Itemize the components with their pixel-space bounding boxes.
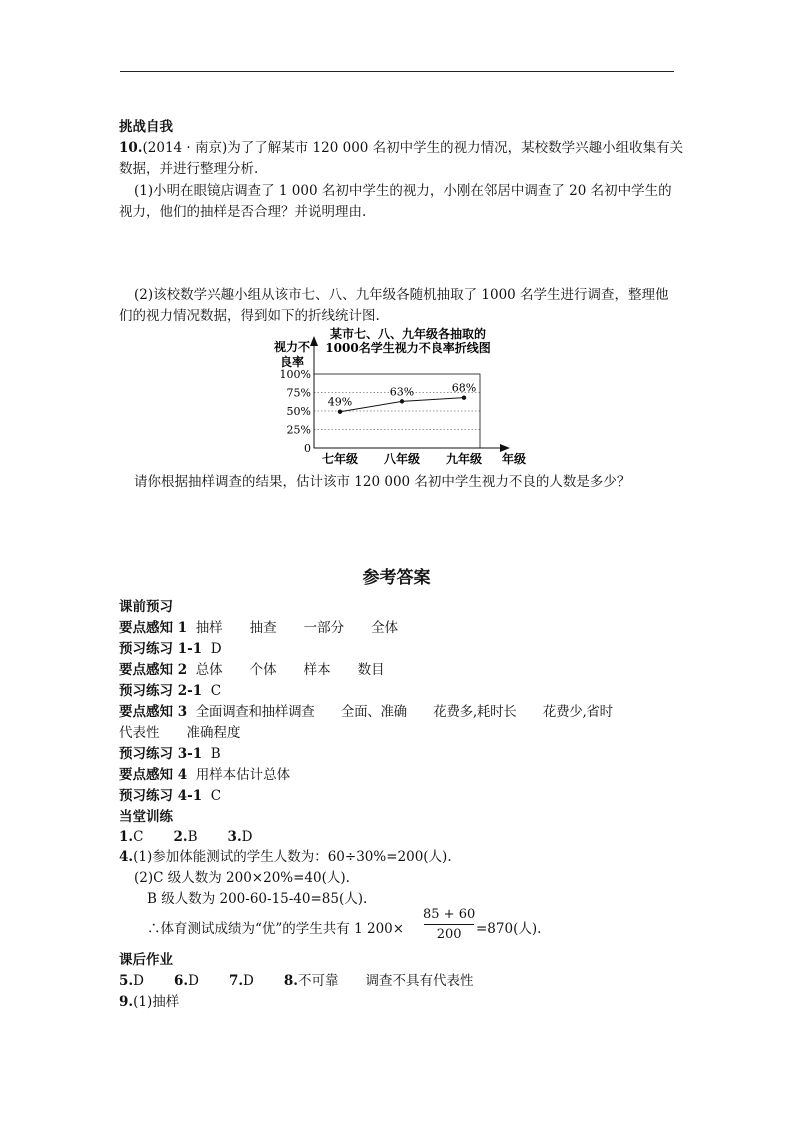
data-label: 68% <box>451 381 477 395</box>
y-axis-label-line2: 良率 <box>280 355 305 369</box>
answer-label: 要点感知 3 <box>119 704 188 720</box>
data-label: 49% <box>327 395 353 409</box>
q4-line3: B 级人数为 200-60-15-40=85(人). <box>147 891 368 907</box>
q4-number: 4. <box>119 849 134 865</box>
answer-text: D <box>210 641 222 657</box>
data-point <box>462 395 466 399</box>
answer-label: 预习练习 1-1 <box>119 641 203 657</box>
answer-k3-continued: 代表性 准确程度 <box>119 725 241 741</box>
y-tick-label: 100% <box>279 368 311 381</box>
x-axis-label: 年级 <box>502 452 527 466</box>
answer-number: 2. <box>173 829 188 845</box>
answer-text: 抽样 抽查 一部分 全体 <box>195 620 399 636</box>
y-axis-arrow <box>310 336 318 346</box>
q4-line4-post: =870(人). <box>476 921 542 937</box>
answer-k2 <box>119 661 385 679</box>
q10-intro-line1 <box>119 139 683 157</box>
q4-line4-pre: ∴体育测试成绩为“优”的学生共有 1 200× <box>147 921 405 937</box>
answer-k1 <box>119 619 398 637</box>
q10-intro-line2: 数据，并进行整理分析. <box>119 161 259 177</box>
answer-e31 <box>119 745 221 763</box>
answer-label: 预习练习 3-1 <box>119 746 203 762</box>
data-point <box>338 410 342 414</box>
answer-text: 用样本估计总体 <box>195 767 291 783</box>
q10-question: 请你根据抽样调查的结果，估计该市 120 000 名初中学生视力不良的人数是多少？ <box>134 474 631 490</box>
x-axis-arrow <box>500 444 510 452</box>
line-chart <box>268 324 528 469</box>
homework-answers <box>119 972 474 990</box>
answer-value: D <box>188 973 199 989</box>
answer-value: D <box>243 973 254 989</box>
q4-line1 <box>119 848 452 866</box>
pre-class-heading: 课前预习 <box>119 599 173 615</box>
chart-title-line2: 1000名学生视力不良率折线图 <box>325 341 491 355</box>
answer-number: 3. <box>227 829 242 845</box>
answer-text: B <box>210 746 221 762</box>
fraction-bar <box>424 924 474 925</box>
in-class-answers <box>119 828 252 846</box>
y-tick-labels <box>280 368 311 455</box>
answer-label: 预习练习 2-1 <box>119 683 203 699</box>
answer-number: 7. <box>228 973 244 989</box>
y-tick-label: 25% <box>286 423 311 437</box>
answer-label: 要点感知 2 <box>119 662 188 678</box>
q10-intro-text: (2014 · 南京)为了了解某市 120 000 名初中学生的视力情况，某校数学兴趣小组收集有关 <box>142 140 684 156</box>
series-line <box>328 382 476 414</box>
header-rule <box>120 71 674 72</box>
answer-value: D <box>133 973 144 989</box>
answer-text: C <box>210 788 222 804</box>
q4-line2: (2)C 级人数为 200×20%=40(人). <box>134 870 350 886</box>
section-title: 挑战自我 <box>119 119 173 135</box>
answer-k3 <box>119 703 613 721</box>
x-category-labels <box>322 451 482 466</box>
answer-value: B <box>187 829 198 845</box>
q10-part2-line2: 们的视力情况数据，得到如下的折线统计图. <box>119 308 380 324</box>
q10-part1-line1: (1)小明在眼镜店调查了 1 000 名初中学生的视力，小刚在邻居中调查了 20 名初中学生的 <box>134 183 672 199</box>
q10-number: 10. <box>119 140 143 156</box>
in-class-heading: 当堂训练 <box>119 809 173 825</box>
y-tick-label: 75% <box>286 386 311 400</box>
answer-value: 不可靠 调查不具有代表性 <box>298 973 474 989</box>
answer-number: 5. <box>119 973 134 989</box>
answer-label: 预习练习 4-1 <box>119 788 203 804</box>
q9-text: (1)抽样 <box>133 994 180 1010</box>
answer-number: 1. <box>119 829 134 845</box>
answer-e11 <box>119 640 222 658</box>
fraction-denominator: 200 <box>436 927 462 942</box>
answer-value: D <box>241 829 253 845</box>
after-class-heading: 课后作业 <box>119 952 173 968</box>
q9-number: 9. <box>119 994 134 1010</box>
answer-e21 <box>119 682 221 700</box>
answer-text: 总体 个体 样本 数目 <box>195 662 385 678</box>
answer-label: 要点感知 4 <box>119 767 188 783</box>
q4-text: (1)参加体能测试的学生人数为：60÷30%=200(人). <box>133 849 452 865</box>
answer-value: C <box>133 829 144 845</box>
answer-text: C <box>210 683 222 699</box>
data-point <box>400 399 404 403</box>
x-category-label: 九年级 <box>445 452 483 466</box>
data-label: 63% <box>389 385 415 399</box>
q9-line <box>119 993 179 1011</box>
answer-label: 要点感知 1 <box>119 620 188 636</box>
answer-number: 6. <box>173 973 189 989</box>
y-tick-label: 50% <box>286 405 311 418</box>
q10-part1-line2: 视力，他们的抽样是否合理？并说明理由. <box>119 204 367 220</box>
chart-title-line1: 某市七、八、九年级各抽取的 <box>329 327 487 341</box>
answer-e41 <box>119 787 221 805</box>
q10-part2-line1: (2)该校数学兴趣小组从该市七、八、九年级各随机抽取了 1000 名学生进行调查，整理他 <box>134 287 669 303</box>
x-category-label: 七年级 <box>321 452 359 466</box>
answer-text: 全面调查和抽样调查 全面、准确 花费多,耗时长 花费少,省时 <box>195 704 613 720</box>
x-category-label: 八年级 <box>383 452 421 466</box>
fraction-numerator: 85 + 60 <box>423 907 476 922</box>
y-axis-label-line1: 视力不 <box>274 340 311 354</box>
q4-fraction <box>423 907 475 942</box>
y-tick-label: 0 <box>304 442 311 455</box>
answer-k4 <box>119 766 290 784</box>
answer-number: 8. <box>283 973 298 989</box>
answers-title: 参考答案 <box>362 568 431 588</box>
